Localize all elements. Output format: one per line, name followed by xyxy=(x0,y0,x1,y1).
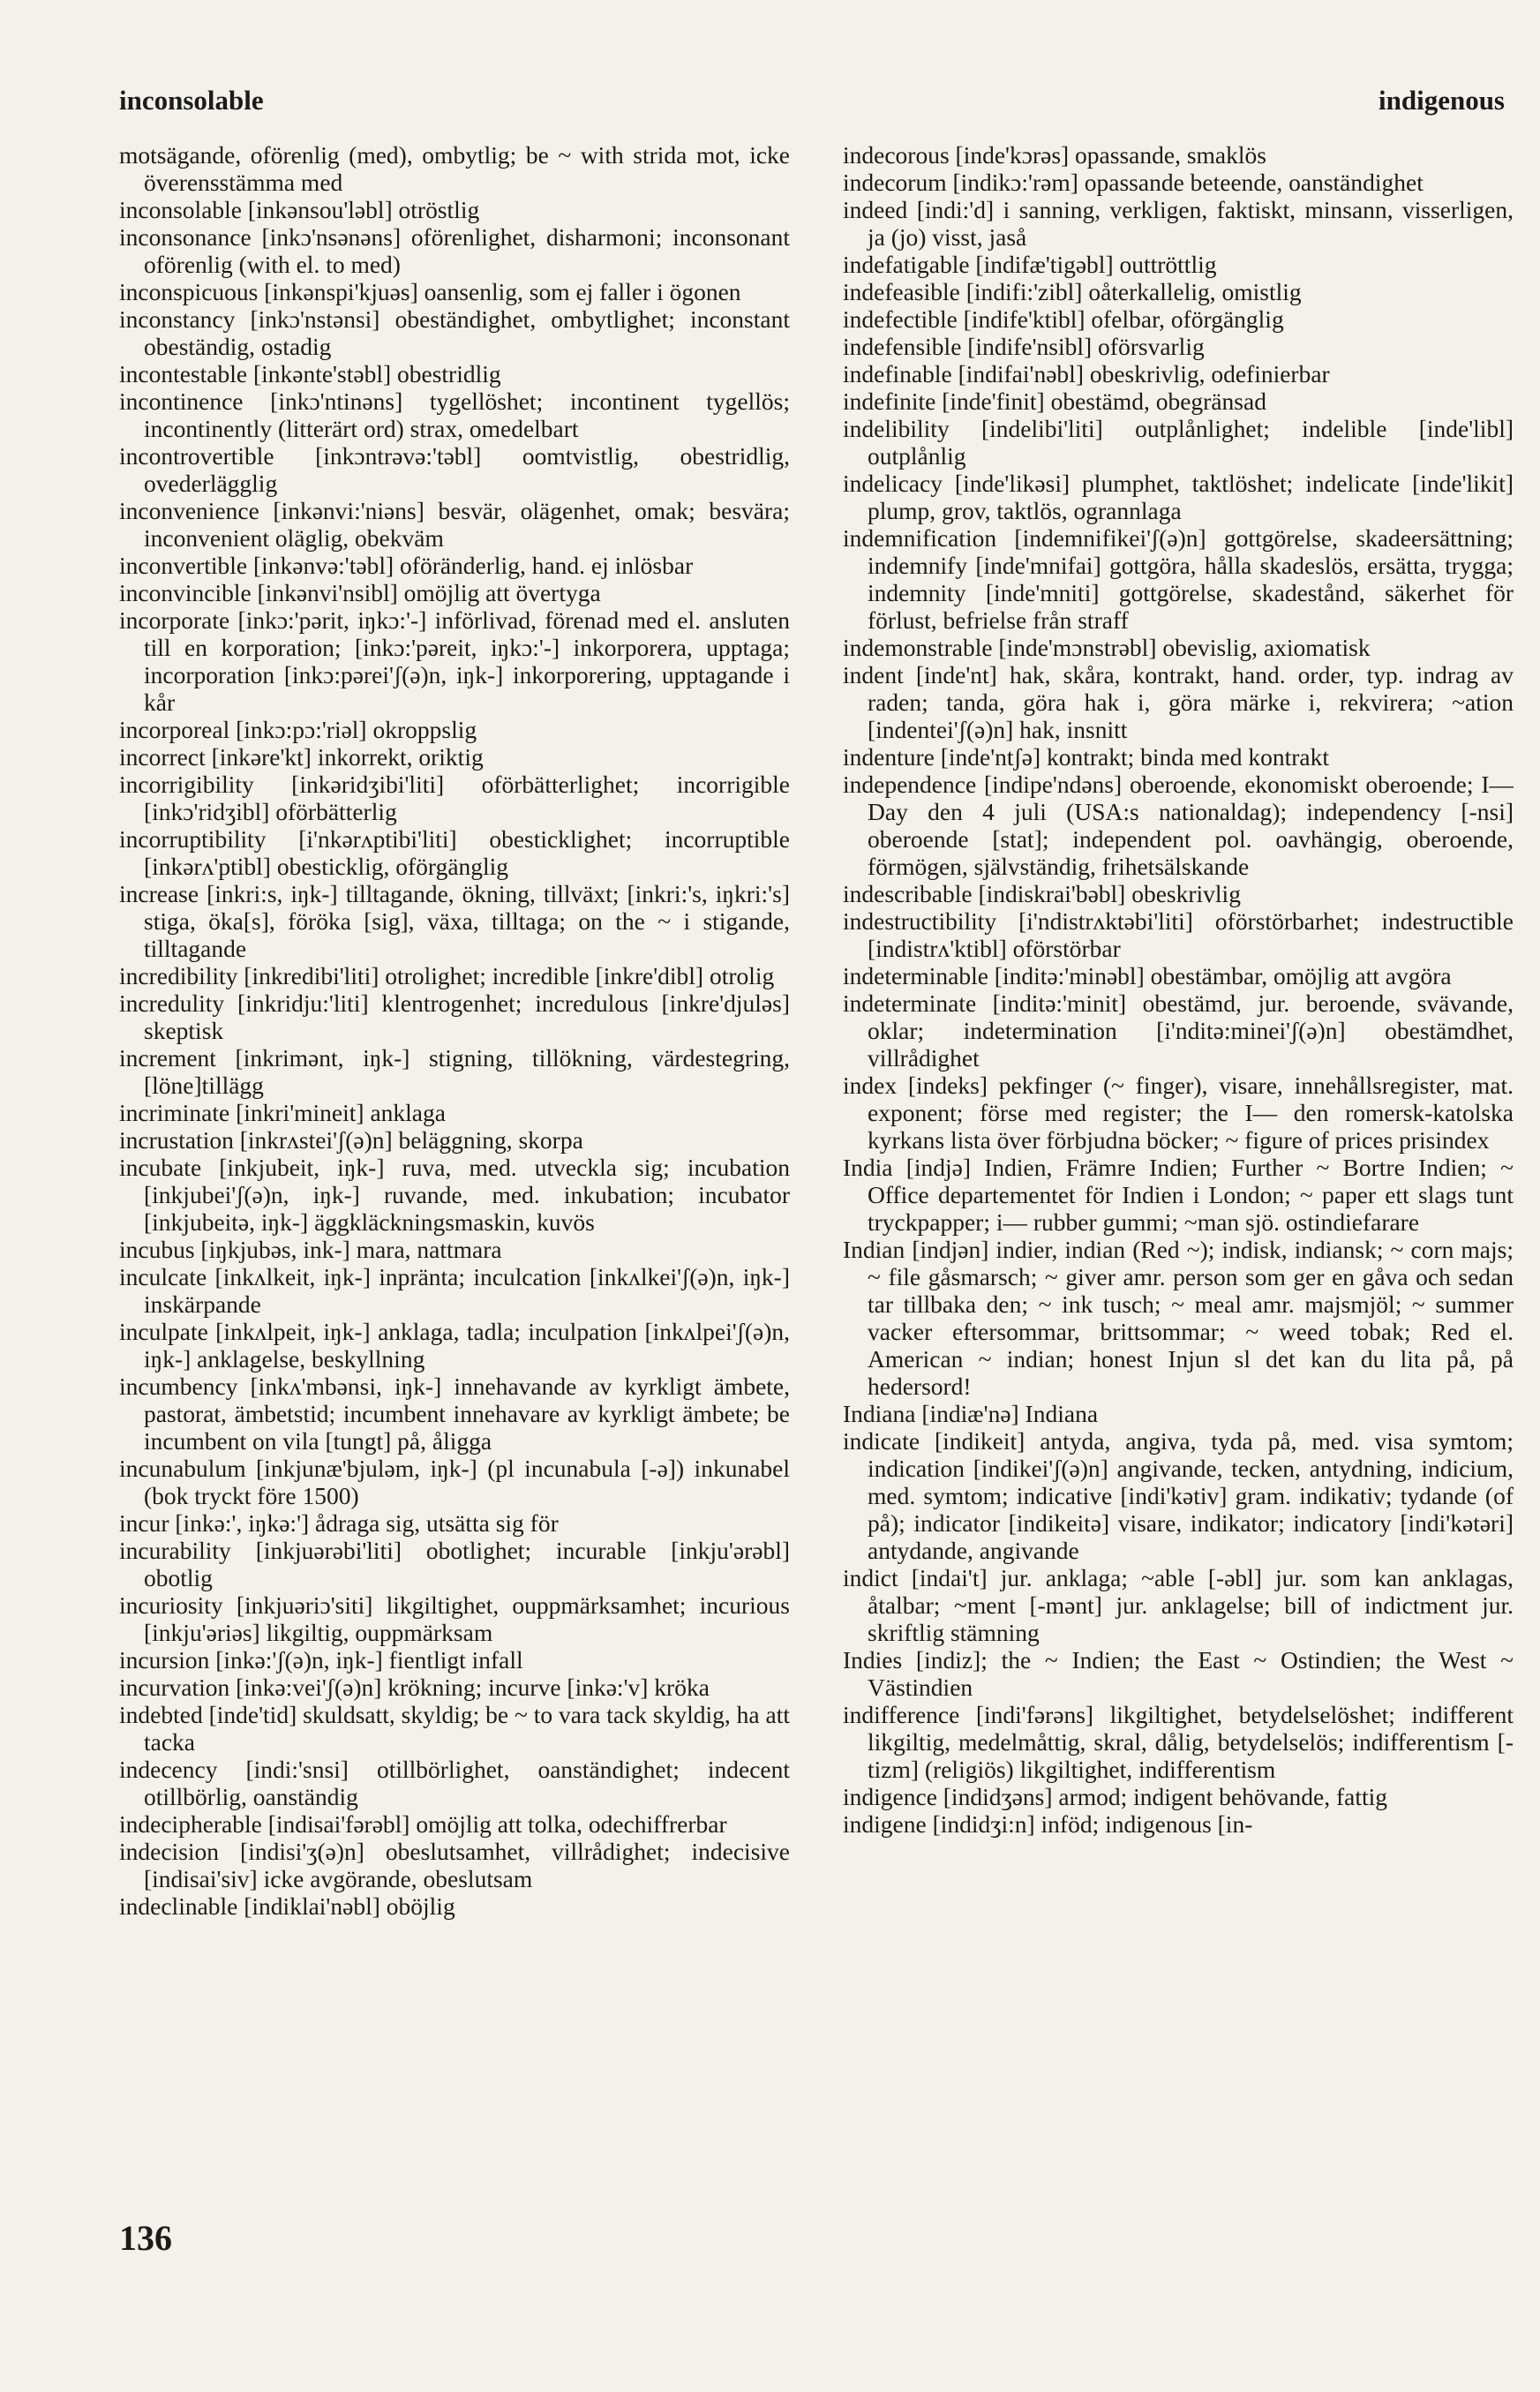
dictionary-entry: India [indjə] Indien, Främre Indien; Further ~ Bortre Indien; ~ Office departementet för Indien i London; ~ paper ett slags tunt tryckpapper; i— rubber gummi; ~man sjö. ostindiefarare xyxy=(843,1154,1514,1236)
dictionary-entry: incursion [inkə:'ʃ(ə)n, iŋk-] fientligt infall xyxy=(119,1646,523,1674)
dictionary-entry: incorporeal [inkɔ:pɔ:'riəl] okroppslig xyxy=(119,716,477,743)
dictionary-entry: inconsolable [inkənsou'ləbl] otröstlig xyxy=(119,196,480,223)
dictionary-entry: incriminate [inkri'mineit] anklaga xyxy=(119,1099,446,1126)
dictionary-entry: incredulity [inkridju:'liti] klentrogenhet; incredulous [inkre'djuləs] skeptisk xyxy=(119,989,790,1044)
dictionary-entry: increase [inkri:s, iŋk-] tilltagande, ökning, tillväxt; [inkri:'s, iŋkri:'s] stiga, öka[s], föröka [sig], växa, tilltaga; on the ~ i stigande, tilltagande xyxy=(119,880,790,962)
page-number: 136 xyxy=(119,2218,172,2258)
dictionary-entry: incontestable [inkənte'stəbl] obestridlig xyxy=(119,360,501,387)
dictionary-entry: incurability [inkjuərəbi'liti] obotlighet; incurable [inkju'ərəbl] obotlig xyxy=(119,1537,790,1591)
dictionary-entry: indicate [indikeit] antyda, angiva, tyda på, med. visa symtom; indication [indikei'ʃ(ə)n] angivande, tecken, antydning, indicium, med. symtom; indicative [indi'kətiv] gram. indikativ; tydande (of på); indicator [indikeitə] visare, indikator; indicatory [indi'kətəri] antydande, angivande xyxy=(843,1427,1514,1564)
dictionary-entry: incorruptibility [i'nkərʌptibi'liti] obesticklighet; incorruptible [inkərʌ'ptibl] obesticklig, oförgänglig xyxy=(119,825,790,880)
dictionary-entry: indemnification [indemnifikei'ʃ(ə)n] gottgörelse, skadeersättning; indemnify [inde'mnifai] gottgöra, hålla skadeslös, ersätta, trygga; indemnity [inde'mniti] gottgörelse, skadestånd, säkerhet för förlust, befrielse från straff xyxy=(843,524,1514,634)
dictionary-entry: indelicacy [inde'likəsi] plumphet, taktlöshet; indelicate [inde'likit] plump, grov, taktlös, ogrannlaga xyxy=(843,470,1514,524)
dictionary-entry: indifference [indi'fərəns] likgiltighet, betydelselöshet; indifferent likgiltig, medelmåttig, skral, dålig, betydelselös; indifferentism [-tizm] (religiös) likgiltighet, indifferentism xyxy=(843,1701,1514,1783)
dictionary-entry: independence [indipe'ndəns] oberoende, ekonomiskt oberoende; I— Day den 4 juli (USA:s nationaldag); independency [-nsi] oberoende [stat]; independent pol. oavhängig, oberoende, förmögen, självständig, frihetsälskande xyxy=(843,771,1514,880)
dictionary-entry: incubate [inkjubeit, iŋk-] ruva, med. utveckla sig; incubation [inkjubei'ʃ(ə)n, iŋk-] ruvande, med. inkubation; incubator [inkjubeitə, iŋk-] äggkläckningsmaskin, kuvös xyxy=(119,1154,790,1236)
running-header xyxy=(119,85,1505,120)
dictionary-entry: inconspicuous [inkənspi'kjuəs] oansenlig, som ej faller i ögonen xyxy=(119,278,741,305)
dictionary-entry: indict [indai't] jur. anklaga; ~able [-əbl] jur. som kan anklagas, åtalbar; ~ment [-mənt] jur. anklagelse; bill of indictment jur. skriftlig stämning xyxy=(843,1564,1514,1646)
dictionary-entry: incubus [iŋkjubəs, ink-] mara, nattmara xyxy=(119,1236,502,1263)
dictionary-entry: inculpate [inkʌlpeit, iŋk-] anklaga, tadla; inculpation [inkʌlpei'ʃ(ə)n, iŋk-] anklagelse, beskyllning xyxy=(119,1318,790,1373)
dictionary-entry: indeed [indi:'d] i sanning, verkligen, faktiskt, minsann, visserligen, ja (jo) visst, jaså xyxy=(843,196,1514,251)
left-column xyxy=(119,141,790,2215)
dictionary-entry: indefinite [inde'finit] obestämd, obegränsad xyxy=(843,387,1266,415)
dictionary-entry: inconstancy [inkɔ'nstənsi] obeständighet, ombytlighet; inconstant obeständig, ostadig xyxy=(119,305,790,360)
dictionary-entry: inconvertible [inkənvə:'təbl] oföränderlig, hand. ej inlösbar xyxy=(119,552,694,579)
dictionary-entry: incorrect [inkəre'kt] inkorrekt, oriktig xyxy=(119,743,484,771)
dictionary-entry: Indian [indjən] indier, indian (Red ~); indisk, indiansk; ~ corn majs; ~ file gåsmarsch; ~ giver amr. person som ger en gåva och sedan tar tillbaka den; ~ ink tusch; ~ meal amr. majsmjöl; ~ summer vacker eftersommar, brittsommar; ~ weed tobak; Red el. American ~ indian; honest Injun sl det kan du lita på, på hedersord! xyxy=(843,1236,1514,1400)
dictionary-entry: indigene [indidʒi:n] inföd; indigenous [in- xyxy=(843,1810,1253,1838)
text-columns xyxy=(119,141,1514,2215)
dictionary-entry: Indiana [indiæ'nə] Indiana xyxy=(843,1400,1099,1427)
dictionary-entry: indecorous [inde'kɔrəs] opassande, smaklös xyxy=(843,141,1266,169)
dictionary-entry: indecision [indisi'ʒ(ə)n] obeslutsamhet, villrådighet; indecisive [indisai'siv] icke avgörande, obeslutsam xyxy=(119,1838,790,1892)
dictionary-entry: indigence [indidʒəns] armod; indigent behövande, fattig xyxy=(843,1783,1388,1810)
dictionary-entry: indefectible [indife'ktibl] ofelbar, oförgänglig xyxy=(843,305,1284,333)
dictionary-entry: index [indeks] pekfinger (~ finger), visare, innehållsregister, mat. exponent; förse med register; the I— den romersk-katolska kyrkans lista över förbjudna böcker; ~ figure of prices prisindex xyxy=(843,1072,1514,1154)
dictionary-entry: indefeasible [indifi:'zibl] oåterkallelig, omistlig xyxy=(843,278,1302,305)
dictionary-entry: incumbency [inkʌ'mbənsi, iŋk-] innehavande av kyrkligt ämbete, pastorat, ämbetstid; incumbent innehavare av kyrkligt ämbete; be incumbent on vila [tungt] på, åligga xyxy=(119,1373,790,1455)
dictionary-entry: incuriosity [inkjuəriɔ'siti] likgiltighet, ouppmärksamhet; incurious [inkju'əriəs] likgiltig, ouppmärksam xyxy=(119,1591,790,1646)
dictionary-entry: motsägande, oförenlig (med), ombytlig; be ~ with strida mot, icke överensstämma med xyxy=(119,141,790,196)
dictionary-entry: inconsonance [inkɔ'nsənəns] oförenlighet, disharmoni; inconsonant oförenlig (with el. to med) xyxy=(119,223,790,278)
dictionary-entry: incontinence [inkɔ'ntinəns] tygellöshet; incontinent tygellös; incontinently (litterärt ord) strax, omedelbart xyxy=(119,387,790,442)
dictionary-entry: indemonstrable [inde'mɔnstrəbl] obevislig, axiomatisk xyxy=(843,634,1371,661)
dictionary-entry: incredibility [inkredibi'liti] otrolighet; incredible [inkre'dibl] otrolig xyxy=(119,962,775,989)
dictionary-entry: indent [inde'nt] hak, skåra, kontrakt, hand. order, typ. indrag av raden; tanda, göra hak i, göra märke i, rekvirera; ~ation [indentei'ʃ(ə)n] hak, insnitt xyxy=(843,661,1514,743)
dictionary-entry: indestructibility [i'ndistrʌktəbi'liti] oförstörbarhet; indestructible [indistrʌ'ktibl] oförstörbar xyxy=(843,907,1514,962)
dictionary-entry: incontrovertible [inkɔntrəvə:'təbl] oomtvistlig, obestridlig, ovederlägglig xyxy=(119,442,790,497)
dictionary-entry: indeterminate [inditə:'minit] obestämd, jur. beroende, svävande, oklar; indetermination [i'nditə:minei'ʃ(ə)n] obestämdhet, villrådighet xyxy=(843,989,1514,1072)
dictionary-entry: indelibility [indelibi'liti] outplånlighet; indelible [inde'libl] outplånlig xyxy=(843,415,1514,470)
dictionary-entry: indeterminable [inditə:'minəbl] obestämbar, omöjlig att avgöra xyxy=(843,962,1452,989)
dictionary-entry: incunabulum [inkjunæ'bjuləm, iŋk-] (pl incunabula [-ə]) inkunabel (bok tryckt före 1500) xyxy=(119,1455,790,1509)
dictionary-entry: incur [inkə:', iŋkə:'] ådraga sig, utsätta sig för xyxy=(119,1509,559,1537)
dictionary-entry: inconvenience [inkənvi:'niəns] besvär, olägenhet, omak; besvära; inconvenient oläglig, obekväm xyxy=(119,497,790,552)
dictionary-entry: incorporate [inkɔ:'pərit, iŋkɔ:'-] införlivad, förenad med el. ansluten till en korporation; [inkɔ:'pəreit, iŋkɔ:'-] inkorporera, upptaga; incorporation [inkɔ:pərei'ʃ(ə)n, iŋk-] inkorporering, upptagande i kår xyxy=(119,606,790,716)
dictionary-entry: incurvation [inkə:vei'ʃ(ə)n] krökning; incurve [inkə:'v] kröka xyxy=(119,1674,710,1701)
dictionary-entry: inculcate [inkʌlkeit, iŋk-] inpränta; inculcation [inkʌlkei'ʃ(ə)n, iŋk-] inskärpande xyxy=(119,1263,790,1318)
dictionary-entry: inconvincible [inkənvi'nsibl] omöjlig att övertyga xyxy=(119,579,601,606)
dictionary-entry: indescribable [indiskrai'bəbl] obeskrivlig xyxy=(843,880,1241,907)
dictionary-entry: indecency [indi:'snsi] otillbörlighet, oanständighet; indecent otillbörlig, oanständig xyxy=(119,1756,790,1810)
dictionary-entry: indecipherable [indisai'fərəbl] omöjlig att tolka, odechiffrerbar xyxy=(119,1810,727,1838)
dictionary-entry: indecorum [indikɔ:'rəm] opassande beteende, oanständighet xyxy=(843,169,1424,196)
dictionary-entry: incrustation [inkrʌstei'ʃ(ə)n] beläggning, skorpa xyxy=(119,1126,583,1154)
right-column xyxy=(843,141,1514,2215)
dictionary-entry: indebted [inde'tid] skuldsatt, skyldig; be ~ to vara tack skyldig, ha att tacka xyxy=(119,1701,790,1756)
dictionary-entry: indefatigable [indifæ'tigəbl] outtröttlig xyxy=(843,251,1217,278)
dictionary-entry: increment [inkrimənt, iŋk-] stigning, tillökning, värdestegring, [löne]tillägg xyxy=(119,1044,790,1099)
left-guide-word: inconsolable xyxy=(119,85,264,116)
right-guide-word: indigenous xyxy=(1378,85,1505,116)
dictionary-entry: indeclinable [indiklai'nəbl] oböjlig xyxy=(119,1892,455,1920)
dictionary-entry: incorrigibility [inkəridʒibi'liti] oförbätterlighet; incorrigible [inkɔ'ridʒibl] oförbätterlig xyxy=(119,771,790,825)
dictionary-entry: indefensible [indife'nsibl] oförsvarlig xyxy=(843,333,1205,360)
dictionary-entry: indenture [inde'ntʃə] kontrakt; binda med kontrakt xyxy=(843,743,1329,771)
dictionary-entry: Indies [indiz]; the ~ Indien; the East ~ Ostindien; the West ~ Västindien xyxy=(843,1646,1514,1701)
dictionary-entry: indefinable [indifai'nəbl] obeskrivlig, odefinierbar xyxy=(843,360,1330,387)
